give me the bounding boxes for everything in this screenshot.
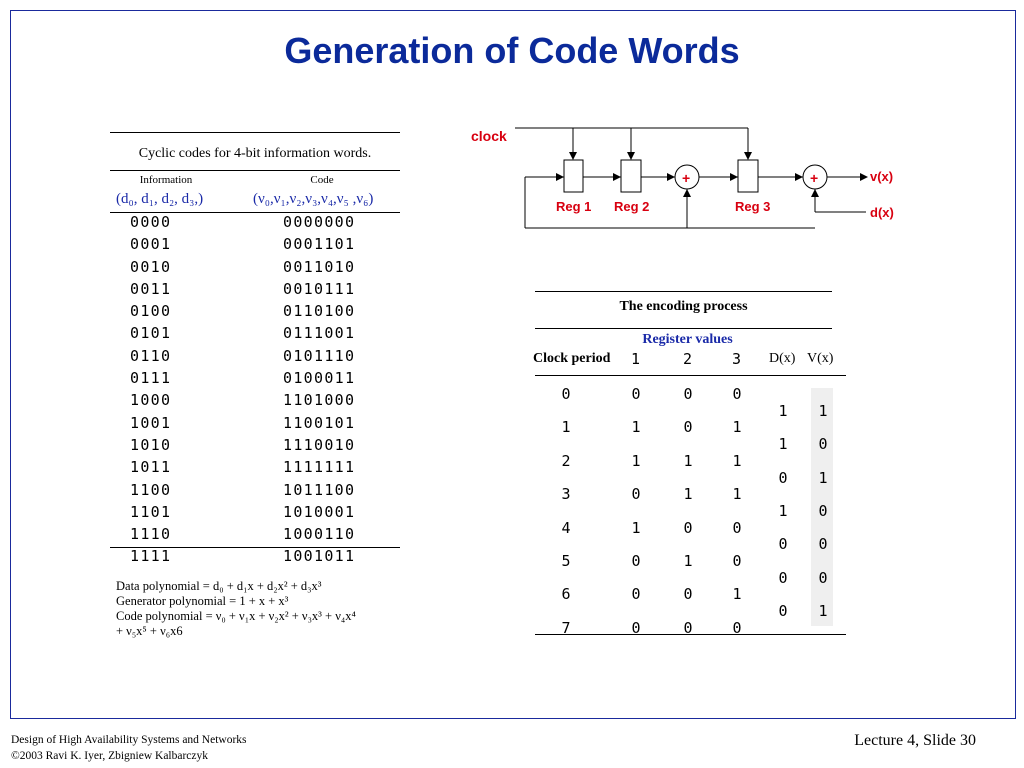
- course-name: Design of High Availability Systems and Networks: [11, 734, 247, 746]
- dx-value-cell: 0: [778, 568, 788, 587]
- vx-value-cell: 1: [818, 468, 828, 487]
- reg2-value-cell: 1: [683, 485, 693, 504]
- code-word: 1010001: [283, 502, 356, 521]
- arrow-output: [860, 173, 868, 181]
- code-word: 0100011: [283, 369, 356, 388]
- clock-period-cell: 6: [561, 585, 571, 604]
- reg-1-label: Reg 1: [556, 199, 592, 214]
- register-values-label: Register values: [642, 332, 733, 347]
- column-header-v: V(x): [807, 351, 834, 366]
- reg3-value-cell: 0: [732, 552, 742, 570]
- reg2-value-cell: 1: [683, 552, 693, 570]
- clock-period-cell: 5: [561, 552, 571, 570]
- info-word: 1111: [130, 547, 172, 566]
- clock-label: clock: [471, 128, 507, 144]
- clock-period-cell: 2: [561, 451, 571, 470]
- arrow-into-adder2: [795, 173, 803, 181]
- slide-title: Generation of Code Words: [284, 30, 740, 71]
- code-word: 1000110: [283, 525, 356, 544]
- input-label: d(x): [870, 205, 894, 220]
- reg1-value-cell: 0: [631, 485, 641, 504]
- clock-period-cell: 0: [561, 385, 571, 403]
- column-header-reg3: 3: [732, 350, 742, 368]
- reg2-value-cell: 0: [683, 618, 693, 637]
- code-word: 0010111: [283, 279, 356, 298]
- info-word: 1011: [130, 458, 172, 477]
- arrow-into-reg3: [730, 173, 738, 181]
- info-word: 0100: [130, 302, 172, 321]
- vx-value-cell: 1: [818, 401, 828, 420]
- info-word: 0101: [130, 324, 172, 343]
- reg3-value-cell: 0: [732, 518, 742, 537]
- slide-number: Lecture 4, Slide 30: [854, 732, 976, 749]
- vx-value-cell: 0: [818, 501, 828, 520]
- code-polynomial-continued: + ν₅x⁵ + ν₆x6: [116, 624, 183, 638]
- vx-value-cell: 0: [818, 435, 828, 454]
- reg-3-label: Reg 3: [735, 199, 771, 214]
- info-word: 1010: [130, 435, 172, 454]
- column-header-clock-period: Clock period: [533, 351, 611, 366]
- arrow-clock-reg2: [627, 152, 635, 160]
- reg2-value-cell: 0: [683, 518, 693, 537]
- info-word: 0001: [130, 235, 172, 254]
- reg-2-label: Reg 2: [614, 199, 650, 214]
- dx-value-cell: 1: [778, 435, 788, 454]
- code-word: 1110010: [283, 435, 356, 454]
- info-word: 1100: [130, 480, 172, 499]
- data-polynomial: Data polynomial = d₀ + d₁x + d₂x² + d₃x³: [116, 579, 322, 593]
- enc-top-rule: [535, 291, 832, 292]
- reg1-value-cell: 0: [631, 585, 641, 604]
- clock-period-cell: 1: [561, 418, 571, 437]
- info-word: 0110: [130, 346, 172, 365]
- adder-1-symbol: +: [682, 170, 691, 186]
- info-word: 1000: [130, 391, 172, 410]
- column-header-reg2: 2: [683, 350, 693, 368]
- info-word: 0011: [130, 279, 172, 298]
- arrow-clock-reg1: [569, 152, 577, 160]
- info-symbols: (d₀, d₁, d₂, d₃,): [116, 191, 204, 207]
- arrow-clock-reg3: [744, 152, 752, 160]
- reg2-value-cell: 0: [683, 385, 693, 403]
- code-word: 1100101: [283, 413, 356, 432]
- info-word: 1001: [130, 413, 172, 432]
- dx-value-cell: 1: [778, 401, 788, 420]
- reg3-value-cell: 1: [732, 485, 742, 504]
- code-word: 1011100: [283, 480, 356, 499]
- code-word: 1001011: [283, 547, 356, 566]
- code-polynomial: Code polynomial = ν₀ + ν₁x + ν₂x² + ν₃x³ + ν₄x⁴: [116, 609, 356, 623]
- vx-value-cell: 0: [818, 535, 828, 554]
- table-caption: Cyclic codes for 4-bit information words.: [138, 146, 372, 161]
- code-symbols: (ν₀,ν₁,ν₂,ν₃,ν₄,ν₅ ,ν₆): [253, 191, 374, 207]
- code-word: 1111111: [283, 458, 356, 477]
- dx-value-cell: 0: [778, 535, 788, 554]
- dx-value-cell: 0: [778, 602, 788, 621]
- vx-value-cell: 0: [818, 568, 828, 587]
- reg2-value-cell: 0: [683, 585, 693, 604]
- info-word: 1110: [130, 525, 172, 544]
- info-word: 1101: [130, 502, 172, 521]
- code-word: 0011010: [283, 257, 356, 276]
- arrow-into-reg2: [613, 173, 621, 181]
- column-header-d: D(x): [769, 351, 796, 366]
- reg3-value-cell: 1: [732, 418, 742, 437]
- enc-title-rule: [535, 328, 832, 329]
- reg3-value-cell: 0: [732, 618, 742, 637]
- footer-credits: [11, 732, 247, 764]
- arrow-into-reg1: [556, 173, 564, 181]
- dx-value-cell: 0: [778, 468, 788, 487]
- reg3-value-cell: 1: [732, 451, 742, 470]
- code-word: 0101110: [283, 346, 356, 365]
- reg1-value-cell: 0: [631, 385, 641, 403]
- reg3-value-cell: 1: [732, 585, 742, 604]
- arrow-input-adder2: [811, 189, 819, 197]
- reg1-value-cell: 0: [631, 618, 641, 637]
- arrow-into-adder1: [667, 173, 675, 181]
- clock-period-cell: 7: [561, 618, 571, 637]
- adder-2-symbol: +: [810, 170, 819, 186]
- register-1-box: [564, 160, 583, 192]
- reg2-value-cell: 0: [683, 418, 693, 437]
- code-word: 0001101: [283, 235, 356, 254]
- reg1-value-cell: 1: [631, 418, 641, 437]
- code-word: 1101000: [283, 391, 356, 410]
- info-word: 0010: [130, 257, 172, 276]
- code-word: 0110100: [283, 302, 356, 321]
- copyright: ©2003 Ravi K. Iyer, Zbigniew Kalbarczyk: [11, 750, 209, 762]
- info-word: 0000: [130, 213, 172, 231]
- register-2-box: [621, 160, 641, 192]
- reg1-value-cell: 0: [631, 552, 641, 570]
- clock-period-cell: 4: [561, 518, 571, 537]
- column-header-reg1: 1: [631, 350, 641, 368]
- reg1-value-cell: 1: [631, 451, 641, 470]
- enc-bottom-rule: [535, 634, 846, 635]
- column-header-information: Information: [139, 174, 193, 186]
- info-word: 0111: [130, 369, 172, 388]
- reg1-value-cell: 1: [631, 518, 641, 537]
- code-word: 0111001: [283, 324, 356, 343]
- generator-polynomial: Generator polynomial = 1 + x + x³: [116, 594, 289, 608]
- code-word: 0000000: [283, 213, 356, 231]
- enc-header-rule: [535, 375, 846, 376]
- vx-value-cell: 1: [818, 602, 828, 621]
- dx-value-cell: 1: [778, 501, 788, 520]
- output-label: v(x): [870, 169, 894, 184]
- clock-period-cell: 3: [561, 485, 571, 504]
- register-3-box: [738, 160, 758, 192]
- reg3-value-cell: 0: [732, 385, 742, 403]
- reg2-value-cell: 1: [683, 451, 693, 470]
- encoding-title: The encoding process: [619, 299, 748, 314]
- column-header-code: Code: [310, 174, 334, 186]
- arrow-feedback-adder1: [683, 189, 691, 197]
